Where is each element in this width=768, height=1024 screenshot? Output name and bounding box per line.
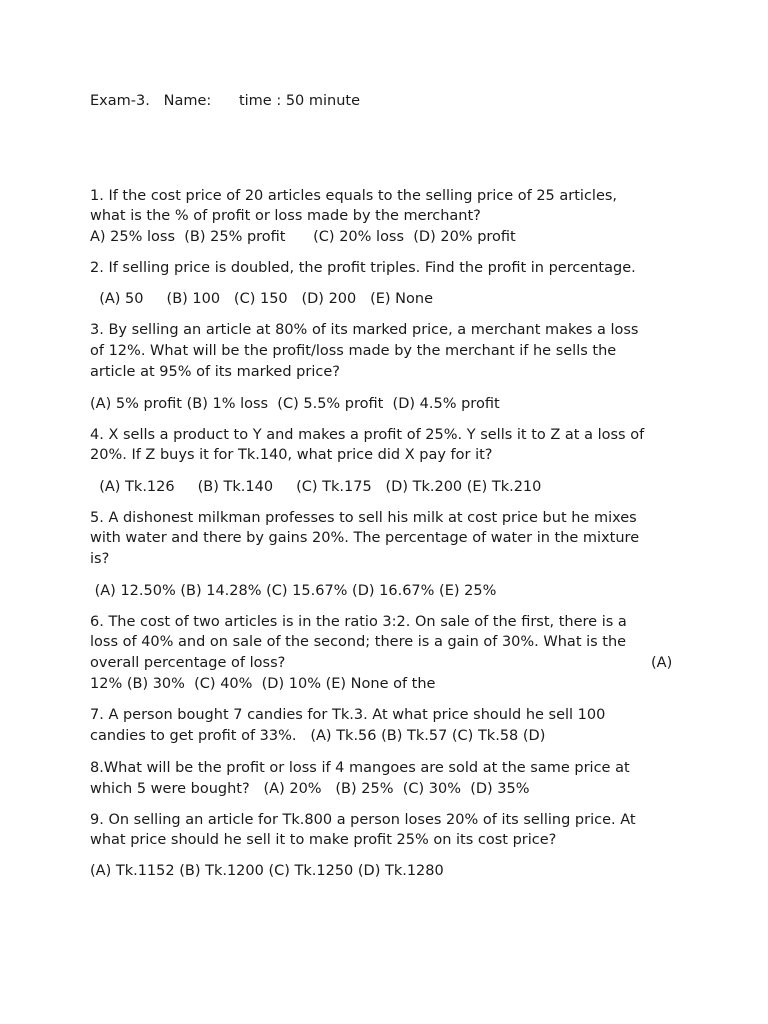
question-text-line: of 12%. What will be the profit/loss made by the merchant if he sells the: [90, 343, 617, 359]
answer-options: (A) 50 (B) 100 (C) 150 (D) 200 (E) None: [90, 291, 433, 307]
question-text-line: 5. A dishonest milkman professes to sell his milk at cost price but he mixes: [90, 510, 637, 526]
exam-header: Exam-3. Name: time : 50 minute: [90, 93, 361, 109]
question-text-line: article at 95% of its marked price?: [90, 364, 340, 380]
question-text-line: 2. If selling price is doubled, the profit triples. Find the profit in percentage.: [90, 260, 636, 276]
question-text-line: 6. The cost of two articles is in the ratio 3:2. On sale of the first, there is a: [90, 614, 627, 630]
question-text-line: 1. If the cost price of 20 articles equals to the selling price of 25 articles,: [90, 188, 618, 204]
answer-options: A) 25% loss (B) 25% profit (C) 20% loss (D) 20% profit: [90, 229, 516, 245]
answer-options: which 5 were bought? (A) 20% (B) 25% (C) 30% (D) 35%: [90, 781, 530, 797]
question-text-line: loss of 40% and on sale of the second; there is a gain of 30%. What is the: [90, 634, 627, 650]
question-text-line: 3. By selling an article at 80% of its marked price, a merchant makes a loss: [90, 322, 639, 338]
question-text-line: overall percentage of loss?: [90, 655, 286, 671]
question-text-line: 9. On selling an article for Tk.800 a person loses 20% of its selling price. At: [90, 812, 636, 828]
question-text-line: is?: [90, 551, 110, 567]
answer-options: (A) 12.50% (B) 14.28% (C) 15.67% (D) 16.67% (E) 25%: [90, 583, 497, 599]
answer-options: (A) Tk.126 (B) Tk.140 (C) Tk.175 (D) Tk.200 (E) Tk.210: [90, 479, 542, 495]
question-text-line: with water and there by gains 20%. The percentage of water in the mixture: [90, 530, 640, 546]
answer-options: (A) Tk.1152 (B) Tk.1200 (C) Tk.1250 (D) Tk.1280: [90, 863, 444, 879]
question-text-line: what price should he sell it to make profit 25% on its cost price?: [90, 832, 557, 848]
answer-option-a-fragment: (A): [651, 655, 673, 671]
question-text-line: 4. X sells a product to Y and makes a profit of 25%. Y sells it to Z at a loss of: [90, 427, 645, 443]
question-text-line: 7. A person bought 7 candies for Tk.3. At what price should he sell 100: [90, 707, 606, 723]
answer-options: candies to get profit of 33%. (A) Tk.56 (B) Tk.57 (C) Tk.58 (D): [90, 728, 546, 744]
question-text-line: what is the % of profit or loss made by the merchant?: [90, 208, 481, 224]
question-text-line: 20%. If Z buys it for Tk.140, what price did X pay for it?: [90, 447, 493, 463]
answer-options: 12% (B) 30% (C) 40% (D) 10% (E) None of the: [90, 676, 436, 692]
question-text-line: 8.What will be the profit or loss if 4 mangoes are sold at the same price at: [90, 760, 630, 776]
answer-options: (A) 5% profit (B) 1% loss (C) 5.5% profit (D) 4.5% profit: [90, 396, 500, 412]
